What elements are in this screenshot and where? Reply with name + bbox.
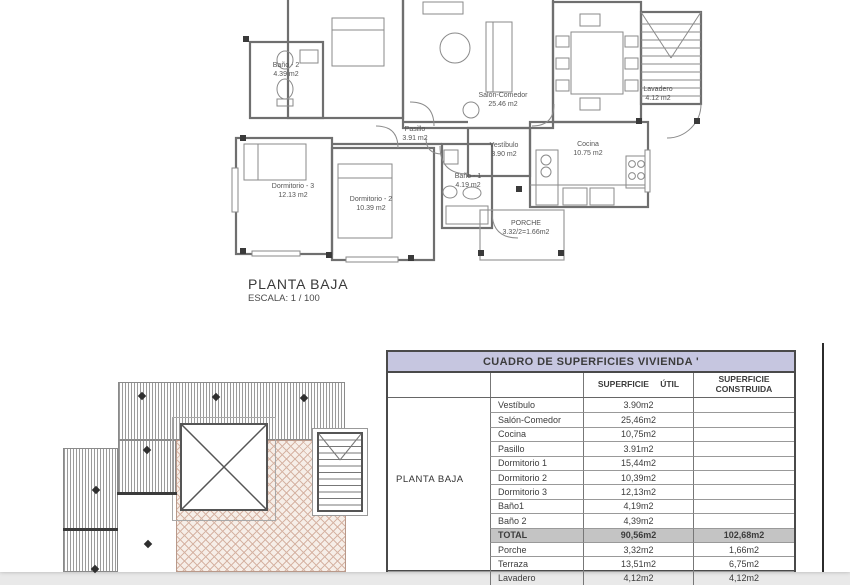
header-cell-room xyxy=(490,373,583,397)
table-row xyxy=(388,499,794,513)
room-label-lavadero: Lavadero 4.12 m2 xyxy=(643,86,673,102)
surfaces-table-body xyxy=(388,398,794,585)
table-cell-name: Dormitorio 1 xyxy=(490,456,583,470)
room-label-dormitorio3: Dormitorio - 3 12.13 m2 xyxy=(271,183,315,199)
room-label-pasillo: Pasillo 3.91 m2 xyxy=(402,126,428,142)
roof-stairs xyxy=(317,432,363,512)
table-cell-util: 3.91m2 xyxy=(583,441,693,455)
table-cell-name: Pasillo xyxy=(490,441,583,455)
table-cell-con xyxy=(693,427,794,441)
table-cell-util: 3.90m2 xyxy=(583,398,693,412)
table-cell-group xyxy=(388,542,490,556)
header-cell-group xyxy=(388,373,490,397)
table-cell-name: Baño1 xyxy=(490,499,583,513)
table-row xyxy=(388,571,794,585)
table-cell-name: Dormitorio 2 xyxy=(490,470,583,484)
roof-plan xyxy=(60,380,366,572)
roof-ridge-line xyxy=(63,528,118,531)
table-row xyxy=(388,456,794,470)
roof-vent-marker xyxy=(144,540,152,548)
table-row xyxy=(388,427,794,441)
surfaces-table xyxy=(386,350,796,584)
roof-tower-skylight xyxy=(180,423,268,511)
table-cell-group xyxy=(388,456,490,470)
page-border-line xyxy=(822,343,824,572)
table-cell-con xyxy=(693,398,794,412)
floor-plan-drawing xyxy=(228,0,730,270)
table-cell-con xyxy=(693,499,794,513)
table-cell-group xyxy=(388,412,490,426)
table-cell-util: 10,75m2 xyxy=(583,427,693,441)
table-cell-con xyxy=(693,484,794,498)
table-row xyxy=(388,484,794,498)
room-label-cocina: Cocina 10.75 m2 xyxy=(573,141,603,157)
table-cell-con: 102,68m2 xyxy=(693,528,794,542)
header-cell-superficie-util: SUPERFICIE ÚTIL xyxy=(583,373,693,397)
table-cell-util: 13,51m2 xyxy=(583,556,693,570)
room-label-salon: Salón-Comedor 25.46 m2 xyxy=(478,92,528,108)
table-cell-util: 25,46m2 xyxy=(583,412,693,426)
ground-floor-plan xyxy=(228,0,730,270)
table-cell-group xyxy=(388,571,490,585)
table-cell-group xyxy=(388,513,490,527)
table-cell-name: Salón-Comedor xyxy=(490,412,583,426)
table-cell-con: 6,75m2 xyxy=(693,556,794,570)
table-row xyxy=(388,513,794,527)
floor-plan-title: PLANTA BAJA xyxy=(248,276,349,292)
surfaces-table-title: CUADRO DE SUPERFICIES VIVIENDA ' xyxy=(388,352,794,373)
table-cell-con xyxy=(693,513,794,527)
floor-plan-title-block xyxy=(248,276,348,304)
table-cell-name: Lavadero xyxy=(490,571,583,585)
table-row xyxy=(388,398,794,412)
table-cell-util: 10,39m2 xyxy=(583,470,693,484)
table-cell-name: Dormitorio 3 xyxy=(490,484,583,498)
room-label-dormitorio2: Dormitorio - 2 10.39 m2 xyxy=(349,196,393,212)
table-cell-name: Porche xyxy=(490,542,583,556)
table-cell-name: Terraza xyxy=(490,556,583,570)
table-cell-util: 4,19m2 xyxy=(583,499,693,513)
table-cell-group xyxy=(388,441,490,455)
table-cell-con xyxy=(693,470,794,484)
room-label-bano1: Baño - 1 4.19 m2 xyxy=(454,173,482,189)
table-cell-name: TOTAL xyxy=(490,528,583,542)
header-cell-superficie-construida: SUPERFICIE CONSTRUIDA xyxy=(693,373,794,397)
roof-hatch-left xyxy=(63,448,118,572)
table-cell-con xyxy=(693,456,794,470)
table-cell-name: Baño 2 xyxy=(490,513,583,527)
table-cell-group xyxy=(388,427,490,441)
table-cell-util: 90,56m2 xyxy=(583,528,693,542)
table-cell-util: 12,13m2 xyxy=(583,484,693,498)
room-label-porche: PORCHE 3.32/2=1.66m2 xyxy=(502,220,550,236)
table-cell-util: 3,32m2 xyxy=(583,542,693,556)
table-cell-name: Vestíbulo xyxy=(490,398,583,412)
floor-plan-scale: ESCALA: 1 / 100 xyxy=(248,293,320,304)
roof-ridge-line xyxy=(117,492,177,495)
table-cell-con xyxy=(693,441,794,455)
table-cell-group xyxy=(388,499,490,513)
table-group-label: PLANTA BAJA xyxy=(396,474,464,485)
surfaces-table-header xyxy=(388,373,794,398)
table-cell-con xyxy=(693,412,794,426)
table-cell-util: 4,39m2 xyxy=(583,513,693,527)
table-cell-con: 4,12m2 xyxy=(693,571,794,585)
table-cell-group xyxy=(388,484,490,498)
table-cell-group xyxy=(388,528,490,542)
table-row xyxy=(388,441,794,455)
table-row xyxy=(388,412,794,426)
table-cell-group xyxy=(388,398,490,412)
table-cell-util: 4,12m2 xyxy=(583,571,693,585)
table-cell-name: Cocina xyxy=(490,427,583,441)
table-row xyxy=(388,542,794,556)
table-cell-util: 15,44m2 xyxy=(583,456,693,470)
table-row xyxy=(388,556,794,570)
table-row xyxy=(388,528,794,542)
room-label-bano2: Baño - 2 4.39 m2 xyxy=(272,62,300,78)
table-cell-con: 1,66m2 xyxy=(693,542,794,556)
room-label-vestibulo: Vestíbulo 3.90 m2 xyxy=(489,142,519,158)
table-cell-group xyxy=(388,556,490,570)
